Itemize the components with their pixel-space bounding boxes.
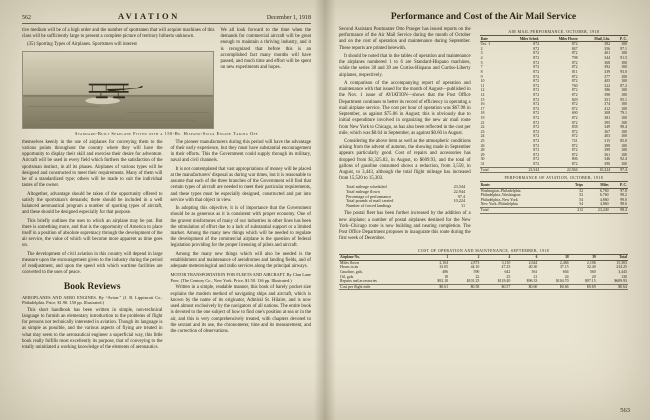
air-mail-performance-table: [480, 35, 628, 173]
table-cell: 339: [604, 69, 611, 74]
table-cell: 52: [579, 188, 584, 193]
table-cell: 33.05: [439, 265, 449, 270]
table-cell: 100: [621, 42, 627, 47]
table-cell: 21: [533, 274, 538, 279]
intro-item: (35) Sporting Types of Airplanes. Sportsmen will interest: [27, 42, 137, 48]
table-cell: 388: [604, 143, 611, 148]
mileage-stats-table: [345, 185, 466, 210]
table-cell: 23: [480, 129, 485, 134]
table-cell: $97.15: [584, 279, 596, 284]
table-cell: $0.58: [449, 284, 480, 290]
table-cell: 872: [533, 56, 540, 61]
table-cell: 25: [480, 139, 485, 144]
photo-column: [22, 28, 214, 129]
table-cell: 98.4: [620, 125, 627, 130]
table-cell: 30: [480, 157, 485, 162]
table-cell: 872: [571, 162, 578, 167]
table-cell: 872: [533, 79, 540, 84]
article-title: Performance and Cost of the Air Mail Service: [390, 12, 577, 22]
table-cell: 54: [579, 197, 584, 202]
table-cell: Percentage of performance: [346, 193, 392, 199]
table-cell: 604: [562, 270, 569, 275]
table-cell: Total: [480, 167, 501, 173]
table-row: [480, 207, 628, 213]
table-cell: 6,760: [599, 193, 609, 198]
table-cell: 872: [533, 69, 540, 74]
table-cell: $101.25: [466, 279, 480, 284]
table-row: [480, 167, 628, 173]
table-cell: 872: [571, 134, 578, 139]
table-cell: 872: [533, 65, 540, 70]
table-cell: 100: [621, 106, 627, 111]
table-cell: 5: [480, 60, 483, 65]
table-cell: $118.40: [497, 279, 511, 284]
table-cell: 872: [571, 65, 578, 70]
cost-table-section: [339, 249, 628, 291]
table-cell: 22,944: [540, 167, 578, 173]
table-cell: $0.66: [538, 284, 569, 290]
table-cell: 26: [480, 143, 485, 148]
table-cell: 3,443: [618, 270, 627, 275]
table-cell: 872: [533, 134, 540, 139]
table-cell: $96.33: [526, 279, 538, 284]
table-cell: 100: [621, 120, 627, 125]
table-cell: 872: [533, 46, 540, 51]
article-paragraph: Considering the above item as well as the atmospheric conditions arising from the advent of autumn, the showing made in September appears particularly good. Cost of repairs and accessories has dropped from $1,325.82, in August, to $609.93, and the total of gallons of gasoline consumed shows a reduction, from 3,550, in August, to 3,443, although the total flight mileage has increased from 15,520 to 15,303.: [339, 138, 471, 182]
table-cell: 872: [533, 120, 540, 125]
article-paragraph: The development of civil aviation in this country will depend in large measure upon the encouragement given to the industry during the period of readjustment, and upon the speed with which wartime facilities are converted to the uses of peace.: [22, 251, 163, 276]
side-column: [220, 28, 311, 129]
left-page-columns: [22, 140, 311, 354]
table-cell: 829: [571, 97, 578, 102]
table-cell: 560: [589, 270, 596, 275]
table-cell: 79.1: [620, 111, 627, 116]
table-cell: 100: [621, 65, 627, 70]
table-cell: 872: [571, 79, 578, 84]
table-cell: 390: [604, 162, 611, 167]
table-cell: 349: [604, 125, 611, 130]
column-header: Airplane No.: [339, 254, 422, 260]
table-cell: 11: [480, 83, 485, 88]
article-paragraph: themselves keenly in the use of airplanes for conveying them to the various points throughout the country where they will have the opportunity to display their skill and exercise their desire for adventure. Aircraft will be used in every field which furthers the satisfaction of the sportsman instinct, in all its phases. Airplanes of various types will be designed and constructed to meet their requirements. Many of them will be of a standardized type; others will be made to suit the individual tastes of the owner.: [22, 139, 163, 189]
table-cell: 85.0: [620, 139, 627, 144]
table-cell: Cost per flight mile: [339, 284, 422, 290]
table-cell: 398: [604, 92, 611, 97]
table-cell: Washington–Philadelphia: [480, 188, 521, 193]
table-cell: 322: [604, 83, 611, 88]
table-cell: 18: [444, 274, 449, 279]
table-cell: Repairs and accessories: [340, 279, 377, 284]
table-cell: 2,644: [528, 260, 538, 265]
table-cell: $0.57: [480, 284, 511, 290]
table-cell: Number of forced landings: [346, 203, 392, 209]
table-cell: Total mileage flown: [346, 188, 380, 194]
table-cell: 872: [571, 129, 578, 134]
table-cell: 100: [621, 129, 627, 134]
article-paragraph: This briefly outlines the uses to which an airplane may be put. But there is something more, and that is the opportunity of America to place itself in a position of absolute supremacy through the development of the air service, the value of which will become more apparent as time goes on.: [22, 218, 163, 249]
column-header: 6: [511, 254, 538, 260]
table-cell: 99.0: [620, 197, 627, 202]
table-cell: 97.4: [457, 193, 466, 199]
table-cell: 24: [564, 274, 569, 279]
right-column-2: [480, 27, 628, 245]
table-cell: 17: [480, 106, 485, 111]
table-cell: 25: [506, 274, 511, 279]
table-cell: 11: [461, 203, 466, 209]
table-cell: 10: [480, 79, 485, 84]
table-cell: 356: [604, 46, 611, 51]
table-cell: 2,873: [470, 260, 480, 265]
table-cell: 100: [621, 74, 627, 79]
table-cell: 93.0: [620, 69, 627, 74]
table-cell: 19: [480, 115, 485, 120]
table-cell: 32.40: [586, 265, 596, 270]
table-cell: 24: [480, 134, 485, 139]
table-cell: Oct. 1: [480, 42, 491, 47]
article-paragraph: A comparison of the accompanying report of operation and maintenance with that issued for the month of August—published in the Nov. 1 issue of AVIATION—shows that the Post Office Department continues to better its record of efficiency in operating a mail airplane service. The cost per hour of operation was $67.98 in September, as against $75.06 in August; this is obviously due to initial expenditure involved in organizing the new air mail route from New York to Chicago, as has also been reflected in the cost per mile, which was $0.64 in September, as against $0.60 in August.: [339, 80, 471, 136]
right-page: [325, 0, 650, 420]
running-header: [22, 11, 311, 24]
table-cell: 382: [604, 42, 611, 47]
article-paragraph: In adopting this objective, it is of importance that the Government should be as generous as it is consistent with proper economy. One of the gravest misfortunes of many of our industries in other lines has been the stimulation of effort due to a lack of substantial support or a limited market. Among the many new things which will be needed to regulate the development of the commercial airplane is the question of federal legislation providing for the proper licensing of pilots and aircraft.: [170, 206, 311, 249]
table-caption: PERFORMANCE OF AVIATION, OCTOBER, 1918: [504, 176, 604, 181]
table-caption: AIR MAIL PERFORMANCE, OCTOBER, 1918: [508, 30, 600, 34]
table-cell: $0.64: [597, 284, 628, 290]
left-column-1: [22, 140, 163, 354]
table-cell: 3: [480, 51, 483, 56]
table-cell: 100: [621, 92, 627, 97]
table-cell: 2: [480, 46, 483, 51]
table-cell: 872: [571, 88, 578, 93]
table-caption: COST OF OPERATION AND MAINTENANCE, SEPTEMBER, 1918: [417, 248, 550, 253]
table-cell: 2,466: [559, 260, 569, 265]
table-cell: 21: [480, 120, 485, 125]
table-cell: 872: [571, 148, 578, 153]
table-cell: 486: [442, 270, 449, 275]
issue-date: December 1, 1918: [266, 15, 311, 21]
review-title: MOTOR TRANSPORTATION FOR FLEETS AND AIRCRAFT. By Clan Lane Poor. (The Century Co., New York. Price, $1.50. 136 pp. Illustrated.): [170, 272, 312, 284]
table-cell: 54: [579, 202, 584, 207]
table-cell: $0.60: [511, 284, 538, 290]
table-cell: 806: [571, 157, 578, 162]
table-cell: 872: [533, 162, 540, 167]
table-cell: 412: [604, 106, 611, 111]
table-cell: 6,760: [599, 188, 609, 193]
table-cell: $0.69: [570, 284, 597, 290]
article-paragraph: The pioneer manufacturers during this period will have the advantage of their early experience, but they must have substantial encouragement in their efforts. This the Government could supply through its military, naval and civil channels.: [170, 139, 311, 164]
table-cell: 872: [533, 97, 540, 102]
table-cell: 872: [571, 60, 578, 65]
table-cell: 392: [604, 65, 611, 70]
table-cell: 374: [604, 102, 611, 107]
table-cell: 100: [621, 143, 627, 148]
table-cell: 872: [571, 120, 578, 125]
article-paragraph: Altogether, advantage should be taken of the opportunity offered to satisfy the sportsman's demands; there should be included in a well balanced aeronautical program a number of sporting types of aircraft, and these should be designed especially for that purpose.: [22, 191, 163, 216]
table-cell: 872: [533, 148, 540, 153]
table-cell: 351: [604, 97, 611, 102]
table-cell: Miles flown: [340, 260, 359, 265]
column-header: Miles Flown: [540, 36, 578, 42]
table-cell: 405: [604, 79, 611, 84]
column-header: Route: [480, 182, 564, 188]
table-cell: 386: [604, 88, 611, 93]
table-cell: 15,303: [616, 260, 627, 265]
table-cell: 8: [480, 69, 483, 74]
table-cell: 4,860: [599, 202, 609, 207]
table-cell: 367: [604, 129, 611, 134]
table-cell: 399: [604, 148, 611, 153]
table-cell: 14: [480, 92, 485, 97]
table-cell: 403: [604, 134, 611, 139]
journal-title: AVIATION: [118, 11, 180, 21]
table-cell: 2,106: [586, 260, 596, 265]
table-cell: 234.25: [616, 265, 627, 270]
table-cell: 872: [533, 106, 540, 111]
column-header: 2: [449, 254, 480, 260]
table-cell: 100: [621, 102, 627, 107]
table-cell: 98.6: [620, 202, 627, 207]
table-cell: 872: [571, 51, 578, 56]
table-cell: 10,224: [579, 167, 612, 173]
table-cell: 100: [621, 152, 627, 157]
table-cell: 872: [571, 152, 578, 157]
column-header: 38: [538, 254, 569, 260]
review-title: AEROPLANES AND AERO ENGINES. By “Avion.” (J. B. Lippincott Co., Philadelphia. Price, $1.90. 150 pp. Illustrated.): [22, 294, 163, 306]
left-column-2: [171, 140, 312, 354]
table-cell: 100: [621, 60, 627, 65]
table-cell: 872: [533, 42, 540, 47]
table-cell: 642: [504, 270, 511, 275]
column-header: P. C.: [611, 36, 628, 42]
table-cell: 872: [571, 74, 578, 79]
table-cell: 23,240: [584, 207, 610, 213]
review-body: Written in a simple, readable manner, this book of barely pocket size explains the modern method of navigating ships and aircraft, which is known by the name of its originator, Admiral St. Hilaire, and is now used almost exclusively by the navigators of all nations. The entire book is devoted to the one subject of how to find one's position at sea or in the air, and this is very comprehensively treated, with chapters devoted to the sextant and its use, the chronometer, time and its measurement, and the correction of observations.: [170, 285, 311, 334]
table-row: [339, 284, 628, 290]
table-cell: 872: [533, 102, 540, 107]
top-row: [22, 28, 311, 129]
table-cell: 22: [475, 274, 480, 279]
table-cell: 872: [571, 102, 578, 107]
table-cell: 760: [571, 83, 578, 88]
book-reviews-heading: Book Reviews: [63, 281, 121, 292]
table-cell: 98.4: [610, 207, 628, 213]
table-cell: 87.2: [620, 83, 627, 88]
table-cell: Philadelphia–Washington: [480, 193, 521, 198]
column-header: Date: [480, 36, 501, 42]
intro-paragraph: tive medium will be of a high order and the number of sportsmen that will acquire machines of this class will be sufficiently large to present a complete picture of territory hitherto unknown.: [22, 28, 215, 40]
table-cell: 29: [480, 152, 485, 157]
table-cell: 212: [564, 207, 584, 213]
table-row: [345, 204, 466, 209]
table-cell: 872: [533, 88, 540, 93]
table-cell: 95.1: [620, 97, 627, 102]
table-cell: $609.93: [614, 279, 627, 284]
table-cell: 100: [621, 88, 627, 93]
table-cell: 23,544: [501, 167, 540, 173]
table-cell: 872: [533, 60, 540, 65]
column-header: P. C.: [610, 182, 628, 188]
table-cell: 872: [533, 157, 540, 162]
table-cell: 308: [604, 111, 611, 116]
table-cell: 401: [604, 51, 611, 56]
table-cell: 100: [621, 51, 627, 56]
table-cell: 872: [533, 92, 540, 97]
column-header: Miles Sched.: [501, 36, 540, 42]
table-cell: 847: [571, 46, 578, 51]
table-cell: 100: [621, 115, 627, 120]
table-cell: 22,944: [453, 188, 466, 194]
table-cell: 97.4: [611, 167, 628, 173]
table-cell: New York–Philadelphia: [480, 202, 518, 207]
table-cell: 4: [480, 56, 483, 61]
column-header: 1: [422, 254, 449, 260]
table-cell: 872: [533, 129, 540, 134]
table-cell: 741: [571, 139, 578, 144]
table-cell: 3,110: [501, 260, 511, 265]
table-cell: 872: [533, 115, 540, 120]
table-cell: 872: [533, 74, 540, 79]
table-cell: 872: [533, 51, 540, 56]
table-cell: 872: [533, 152, 540, 157]
table-cell: 368: [604, 60, 611, 65]
column-header: Trips: [564, 182, 584, 188]
table-cell: 31: [480, 162, 485, 167]
table-cell: 52: [579, 193, 584, 198]
table-cell: 344: [604, 56, 611, 61]
table-cell: 28: [480, 148, 485, 153]
table-cell: 872: [533, 139, 540, 144]
table-cell: 811: [571, 69, 578, 74]
column-header: Miles: [584, 182, 610, 188]
table-cell: 872: [571, 106, 578, 111]
table-cell: 315: [604, 139, 611, 144]
table-cell: 377: [604, 74, 611, 79]
table-cell: 872: [571, 143, 578, 148]
table-cell: 872: [571, 115, 578, 120]
table-cell: $0.61: [422, 284, 449, 290]
table-cell: 7: [480, 65, 483, 70]
table-cell: 37.15: [559, 265, 569, 270]
right-column-1: [339, 27, 471, 245]
table-cell: 872: [533, 111, 540, 116]
route-performance-table: [480, 181, 628, 213]
article-paragraph: It should be noted that in the tables of operation and maintenance the airplanes numbered 1 to 6 are Standard-Hispano machines, while the series 38 and 39 are Curtiss-Hispano and Curtiss-Liberty airplanes, respectively.: [339, 53, 471, 78]
table-cell: 4,860: [599, 197, 609, 202]
table-cell: 47.25: [501, 265, 511, 270]
table-cell: 346: [604, 157, 611, 162]
table-cell: 98.2: [620, 193, 627, 198]
table-cell: 872: [571, 92, 578, 97]
table-cell: 100: [621, 162, 627, 167]
cost-of-operation-table: [339, 254, 628, 291]
table-cell: Hours in air: [340, 265, 359, 270]
column-header: 39: [570, 254, 597, 260]
table-cell: 16: [480, 102, 485, 107]
table-cell: Total pounds of mail carried: [346, 198, 394, 204]
table-cell: 690: [571, 111, 578, 116]
table-cell: 130: [621, 274, 627, 279]
table-cell: 2,104: [439, 260, 449, 265]
column-header: Mail, Lbs.: [579, 36, 612, 42]
table-cell: 15: [480, 97, 485, 102]
table-cell: Oil, gals.: [340, 274, 355, 279]
seaplane-photo: [22, 51, 214, 129]
table-cell: $92.10: [437, 279, 449, 284]
table-cell: 100: [621, 79, 627, 84]
table-cell: 561: [531, 270, 538, 275]
column-header: 4: [480, 254, 511, 260]
page-number-left: 562: [22, 15, 31, 21]
article-paragraph: The postal fleet has been further increased by the addition of a new airplane; a number of postal airplanes destined for the New York–Chicago route is now building and nearing completion. The Post Office Department proposes to inaugurate this route during the first week of December.: [339, 211, 471, 242]
table-cell: 872: [533, 143, 540, 148]
table-cell: 12: [480, 88, 485, 93]
table-cell: 872: [533, 125, 540, 130]
table-cell: $104.70: [555, 279, 569, 284]
table-cell: 44.10: [470, 265, 480, 270]
table-cell: 92.4: [620, 157, 627, 162]
table-cell: 91.5: [620, 56, 627, 61]
article-paragraph: Second Assistant Postmaster Otto Praeger has issued reports on the performance of the Air Mail Service during the month of October and on the cost of operation and maintenance during September. These reports are printed herewith.: [339, 27, 471, 51]
table-cell: 872: [533, 83, 540, 88]
table-cell: 858: [571, 125, 578, 130]
table-cell: 381: [604, 115, 611, 120]
table-cell: 361: [604, 152, 611, 157]
right-page-columns: [339, 27, 628, 245]
table-cell: Gasoline, gals.: [340, 270, 364, 275]
table-cell: Total mileage scheduled: [346, 183, 387, 189]
table-cell: 9: [480, 74, 483, 79]
table-cell: 23,544: [453, 183, 466, 189]
table-cell: 872: [571, 42, 578, 47]
table-cell: 97.8: [620, 188, 627, 193]
column-header: Total: [597, 254, 628, 260]
photo-caption: Standard-Built Seaplane Fitted with a 150-Hp. Hispano-Suiza Engine Taking Off: [75, 130, 258, 136]
table-cell: 22: [480, 125, 485, 130]
table-cell: Total: [480, 207, 564, 213]
table-cell: 100: [621, 134, 627, 139]
table-cell: 20: [591, 274, 596, 279]
article-paragraph: It is not contemplated that vast appropriations of money will be placed at the manufacturers' disposal as during war times, but it is reasonable to assume that each of the three branches of the Government will find that certain types of aircraft are needed to meet their particular requirements, and these types must be especially designed, constructed and put into service with that object in view.: [170, 166, 311, 203]
table-cell: Philadelphia–New York: [480, 197, 518, 202]
page-number-right: 563: [620, 407, 630, 414]
table-cell: 395: [604, 120, 611, 125]
side-paragraph: We all look forward to the time when the demands for commercial aircraft will be great enough to maintain a thriving industry, and it is recognized that before this is an accomplished fact many months will have passed, and much time and effort will be spent on new experiments and hopes.: [220, 28, 311, 71]
review-body: This short handbook has been written in simple, non-technical language to furnish an elementary introduction to the problems of flight for persons not technically interested in aviation. Though its language is as simple as possible, and the various aspects of flying are treated in what may seem to the aeronautical engineer a superficial way, this little book really fulfills most excellently its purpose, that of conveying to the totally uninitiated a working knowledge of the elements of aeronautics.: [22, 307, 163, 350]
article-paragraph: Among the many new things which will also be needed is the establishment and maintenance of aerodromes and landing fields, and of adequate meteorological and radio services along the principal airways.: [170, 251, 311, 270]
table-cell: 10,224: [453, 198, 466, 204]
table-cell: 18: [480, 111, 485, 116]
table-cell: 798: [571, 56, 578, 61]
table-cell: 100: [621, 148, 627, 153]
table-cell: 40.30: [528, 265, 538, 270]
table-cell: 97.1: [620, 46, 627, 51]
table-cell: 590: [473, 270, 480, 275]
